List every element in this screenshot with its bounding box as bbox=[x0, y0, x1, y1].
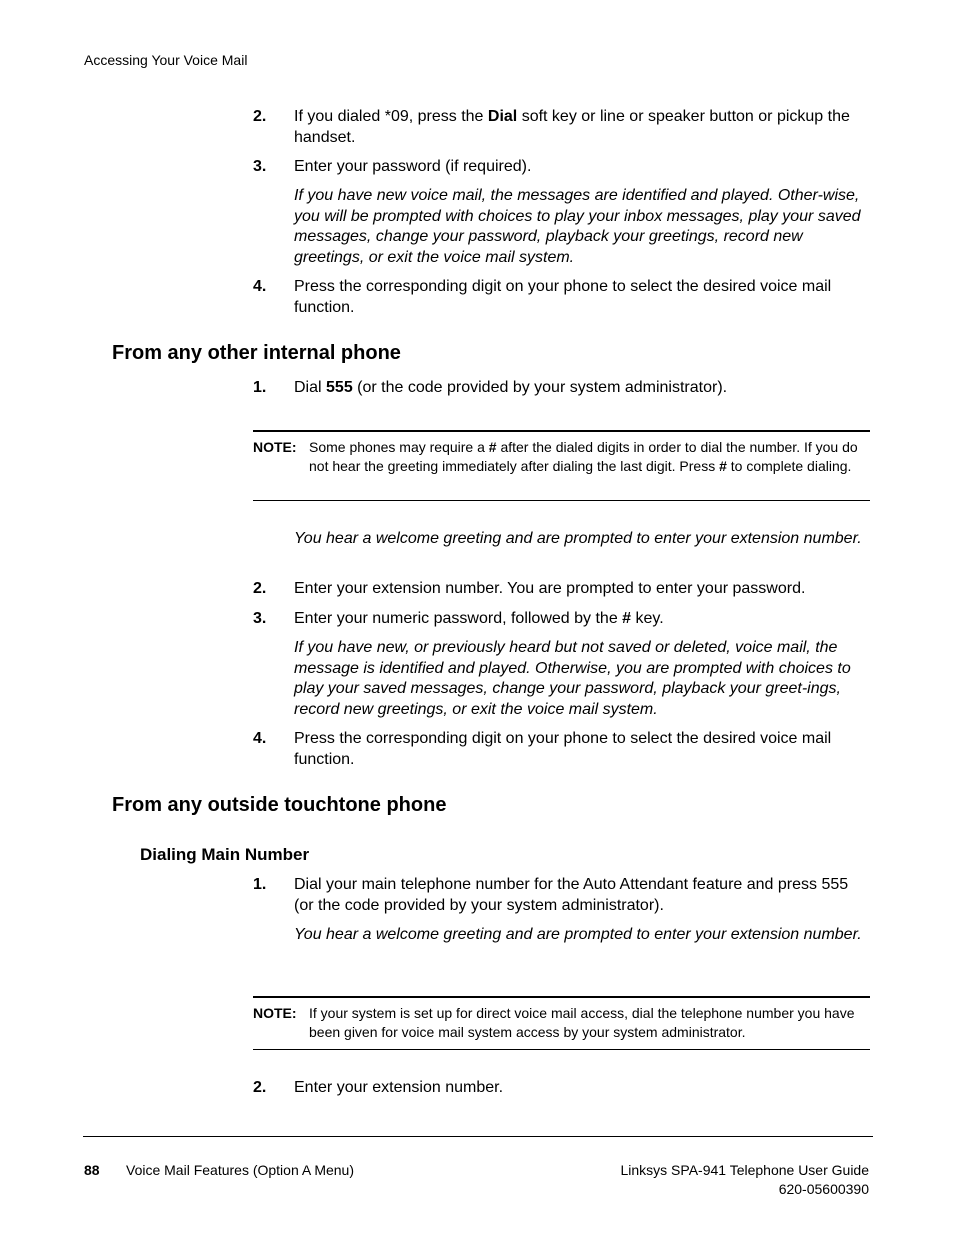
step-text-part: Dial bbox=[294, 379, 327, 396]
note-text-part: to complete dialing. bbox=[726, 457, 852, 474]
step-result: If you have new voice mail, the messages are identified and played. Other-wise, you will be prompted with choices to play your inbox messages, play your saved messages, change your password, playback your greetings, record new greetings, or exit the voice mail system. bbox=[294, 187, 861, 266]
note-box bbox=[253, 996, 870, 1050]
section-heading: From any other internal phone bbox=[112, 342, 401, 364]
step-number: 2. bbox=[253, 108, 267, 125]
step-result: If you have new, or previously heard but not saved or deleted, voice mail, the message is identified and played. Otherwise, you are prompted with choices to play your saved messages, change your password, playback your greet-ings, record new greetings, or exit the voice mail system. bbox=[294, 639, 851, 718]
step-text-part: soft key or line or speaker button or pickup the handset. bbox=[294, 108, 850, 146]
page-number: 88 bbox=[84, 1162, 100, 1178]
doc-number: 620-05600390 bbox=[778, 1181, 869, 1197]
note-text bbox=[309, 438, 869, 475]
step-number: 4. bbox=[253, 278, 267, 295]
hash-key: # bbox=[488, 439, 497, 455]
step-text bbox=[294, 378, 870, 399]
note-label: NOTE: bbox=[253, 1005, 297, 1021]
step-text bbox=[294, 107, 870, 148]
step-text-part: key. bbox=[631, 610, 664, 627]
step-number: 2. bbox=[253, 580, 267, 597]
running-header: Accessing Your Voice Mail bbox=[84, 52, 248, 68]
dial-key-name: Dial bbox=[487, 108, 518, 125]
step-text: Enter your extension number. You are prompted to enter your password. bbox=[294, 580, 806, 597]
note-text: If your system is set up for direct voice mail access, dial the telephone number you have been given for voice mail system access by your system administrator. bbox=[309, 1005, 855, 1040]
step-text-part: If you dialed *09, press the bbox=[294, 108, 488, 125]
step-text-part: (or the code provided by your system administrator). bbox=[352, 379, 728, 396]
chapter-title: Voice Mail Features (Option A Menu) bbox=[126, 1162, 354, 1178]
step-number: 3. bbox=[253, 158, 267, 175]
step-text-part: Enter your numeric password, followed by the bbox=[294, 610, 623, 627]
step-result: You hear a welcome greeting and are prompted to enter your extension number. bbox=[294, 926, 862, 943]
hash-key: # bbox=[622, 610, 632, 627]
dial-code: 555 bbox=[326, 379, 353, 396]
step-number: 3. bbox=[253, 610, 267, 627]
step-text: Enter your password (if required). bbox=[294, 158, 532, 175]
step-text: Press the corresponding digit on your phone to select the desired voice mail function. bbox=[294, 730, 832, 768]
note-box bbox=[253, 430, 870, 501]
step-number: 2. bbox=[253, 1079, 267, 1096]
note-text-part: after the dialed digits in order to dial the number. If you do not hear the greeting immediately after dialing the last digit. Press bbox=[309, 439, 858, 474]
step-number: 1. bbox=[253, 379, 267, 396]
step-text: Press the corresponding digit on your phone to select the desired voice mail function. bbox=[294, 278, 832, 316]
step-text: Enter your extension number. bbox=[294, 1079, 504, 1096]
step-text: Dial your main telephone number for the Auto Attendant feature and press 555 (or the code provided by your system administrator). bbox=[294, 876, 849, 914]
subsection-heading: Dialing Main Number bbox=[140, 845, 310, 864]
section-heading: From any outside touchtone phone bbox=[112, 794, 447, 816]
step-number: 1. bbox=[253, 876, 267, 893]
guide-title: Linksys SPA-941 Telephone User Guide bbox=[620, 1162, 869, 1178]
step-number: 4. bbox=[253, 730, 267, 747]
note-text-part: Some phones may require a bbox=[309, 439, 489, 455]
hash-key: # bbox=[719, 457, 727, 474]
step-result: You hear a welcome greeting and are prompted to enter your extension number. bbox=[294, 530, 862, 547]
footer-rule bbox=[83, 1136, 873, 1137]
step-text bbox=[294, 609, 870, 630]
note-label: NOTE: bbox=[253, 439, 297, 455]
